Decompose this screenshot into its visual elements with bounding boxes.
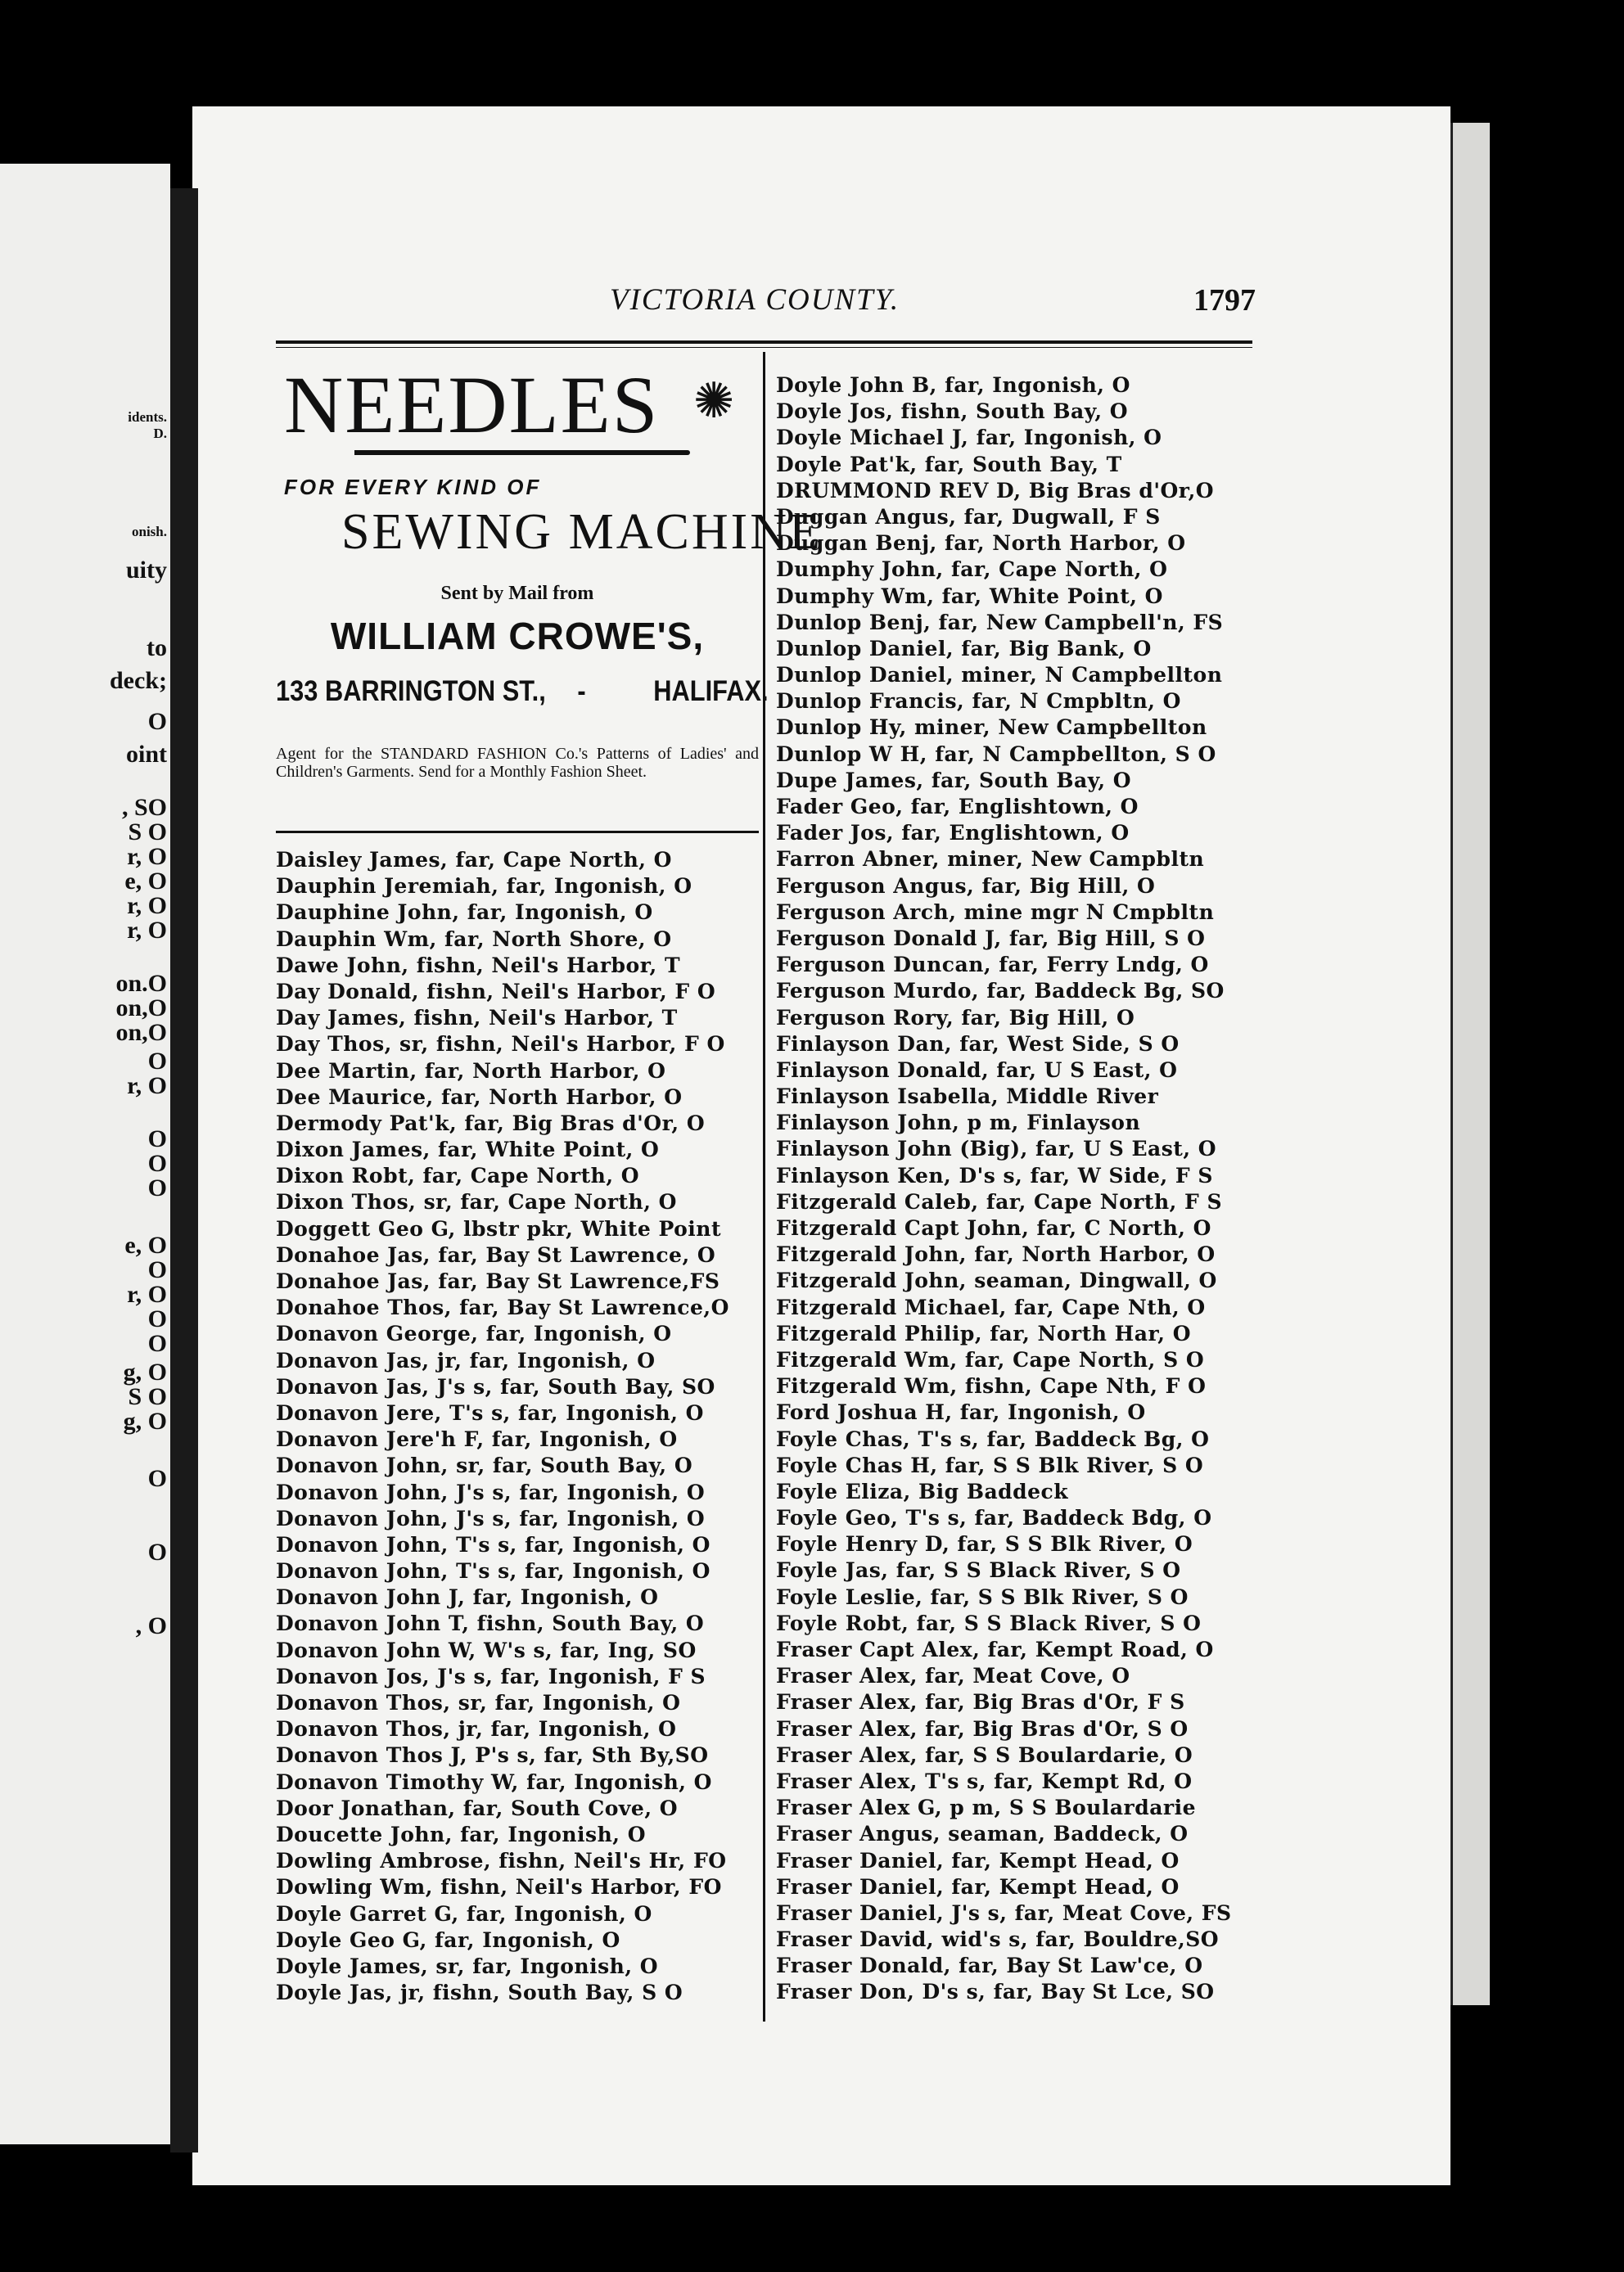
directory-entry: Donavon Jere'h F, far, Ingonish, O xyxy=(276,1427,678,1452)
directory-entry: Finlayson Dan, far, West Side, S O xyxy=(776,1031,1180,1056)
directory-entry: Donavon George, far, Ingonish, O xyxy=(276,1322,672,1346)
facing-page-text: r, O xyxy=(127,892,167,919)
directory-entry: Ferguson Arch, mine mgr N Cmpbltn xyxy=(776,899,1215,924)
directory-entry: Ferguson Duncan, far, Ferry Lndg, O xyxy=(776,953,1209,977)
directory-entry: Fitzgerald Michael, far, Cape Nth, O xyxy=(776,1295,1206,1319)
directory-entry: Dixon Robt, far, Cape North, O xyxy=(276,1164,640,1188)
directory-entry: Dawe John, fishn, Neil's Harbor, T xyxy=(276,953,681,977)
facing-page-text: r, O xyxy=(127,843,167,870)
directory-entry: Fraser Alex, far, S S Boulardarie, O xyxy=(776,1742,1193,1767)
directory-entry: Ferguson Donald J, far, Big Hill, S O xyxy=(776,926,1206,950)
directory-entry: Donahoe Jas, far, Bay St Lawrence, O xyxy=(276,1242,716,1267)
directory-entry: Fitzgerald Caleb, far, Cape North, F S xyxy=(776,1189,1223,1214)
directory-entry: Foyle Chas H, far, S S Blk River, S O xyxy=(776,1453,1204,1477)
facing-page-text: uity xyxy=(125,557,167,584)
directory-entry: Finlayson John, p m, Finlayson xyxy=(776,1111,1141,1135)
directory-entry: Dunlop Daniel, miner, N Campbellton xyxy=(776,663,1223,687)
directory-entry: Fraser Alex, T's s, far, Kempt Rd, O xyxy=(776,1769,1193,1793)
ad-address-city: HALIFAX. xyxy=(653,675,769,707)
directory-entry: Fader Geo, far, Englishtown, O xyxy=(776,795,1139,818)
needle-graphic xyxy=(354,450,690,455)
directory-entry: Doyle Geo G, far, Ingonish, O xyxy=(276,1927,620,1952)
directory-entry: Dunlop Daniel, far, Big Bank, O xyxy=(776,636,1152,660)
facing-page-text: O xyxy=(147,1330,167,1357)
directory-entry: Fitzgerald Wm, fishn, Cape Nth, F O xyxy=(776,1374,1207,1399)
directory-entry: Fraser Alex G, p m, S S Boulardarie xyxy=(776,1796,1196,1820)
directory-entry: Ferguson Rory, far, Big Hill, O xyxy=(776,1005,1135,1030)
directory-entry: Fitzgerald John, seaman, Dingwall, O xyxy=(776,1269,1217,1293)
directory-entry: Dixon Thos, sr, far, Cape North, O xyxy=(276,1190,677,1215)
directory-entry: Donavon John W, W's s, far, Ing, SO xyxy=(276,1638,697,1662)
directory-entry: Donavon John, J's s, far, Ingonish, O xyxy=(276,1506,706,1530)
facing-page-text: e, O xyxy=(124,868,167,895)
directory-entry: Fraser Daniel, J's s, far, Meat Cove, FS xyxy=(776,1900,1232,1925)
directory-entry: Fraser Don, D's s, far, Bay St Lce, SO xyxy=(776,1980,1215,2004)
page-edge xyxy=(1450,123,1490,2005)
facing-page-text: S O xyxy=(128,1383,167,1410)
directory-entry: Donavon Timothy W, far, Ingonish, O xyxy=(276,1769,712,1794)
directory-entry: Doyle John B, far, Ingonish, O xyxy=(776,373,1130,397)
sunburst-icon: ✺ xyxy=(693,372,735,430)
directory-entry: Dauphine John, far, Ingonish, O xyxy=(276,900,653,925)
directory-entry: Doyle Jas, jr, fishn, South Bay, S O xyxy=(276,1981,683,2005)
directory-entry: Doyle Garret G, far, Ingonish, O xyxy=(276,1901,652,1926)
directory-entry: Fraser Capt Alex, far, Kempt Road, O xyxy=(776,1638,1214,1661)
directory-entry: Donavon John J, far, Ingonish, O xyxy=(276,1585,659,1610)
directory-entry: Fraser Donald, far, Bay St Law'ce, O xyxy=(776,1954,1203,1978)
directory-entry: Duggan Angus, far, Dugwall, F S xyxy=(776,504,1161,529)
directory-entry: Dunlop Francis, far, N Cmpbltn, O xyxy=(776,689,1181,714)
ad-address-street: 133 BARRINGTON ST., xyxy=(276,675,546,707)
directory-entry: Dumphy Wm, far, White Point, O xyxy=(776,584,1163,608)
directory-entry: Donavon Jere, T's s, far, Ingonish, O xyxy=(276,1400,704,1425)
directory-entry: Dowling Ambrose, fishn, Neil's Hr, FO xyxy=(276,1849,727,1873)
ad-headline: NEEDLES xyxy=(284,359,660,450)
facing-page-text: O xyxy=(147,1305,167,1332)
directory-entry: Fraser Daniel, far, Kempt Head, O xyxy=(776,1874,1180,1899)
directory-entry: Fraser David, wid's s, far, Bouldre,SO xyxy=(776,1927,1220,1952)
directory-entry: Donavon Jas, J's s, far, South Bay, SO xyxy=(276,1374,715,1399)
directory-entry: Dumphy John, far, Cape North, O xyxy=(776,557,1168,582)
directory-column-left xyxy=(276,847,729,2006)
directory-entry: Foyle Chas, T's s, far, Baddeck Bg, O xyxy=(776,1427,1210,1451)
facing-page-text: D. xyxy=(153,426,167,441)
directory-entry: Dee Maurice, far, North Harbor, O xyxy=(276,1084,683,1109)
directory-entry: Doyle Pat'k, far, South Bay, T xyxy=(776,452,1122,476)
directory-entry: Day James, fishn, Neil's Harbor, T xyxy=(276,1006,678,1030)
directory-entry: Dixon James, far, White Point, O xyxy=(276,1138,660,1162)
directory-entry: Door Jonathan, far, South Cove, O xyxy=(276,1796,679,1820)
directory-entry: Fraser Alex, far, Big Bras d'Or, S O xyxy=(776,1716,1189,1741)
ad-subhead: FOR EVERY KIND OF xyxy=(284,475,542,499)
directory-entry: Dunlop W H, far, N Campbellton, S O xyxy=(776,742,1216,766)
ad-address xyxy=(276,675,769,708)
directory-entry: Foyle Henry D, far, S S Blk River, O xyxy=(776,1532,1193,1557)
directory-entry: Doucette John, far, Ingonish, O xyxy=(276,1822,646,1846)
directory-entry: Day Donald, fishn, Neil's Harbor, F O xyxy=(276,979,716,1003)
facing-page-text: r, O xyxy=(127,1072,167,1099)
directory-entry: Donavon John, T's s, far, Ingonish, O xyxy=(276,1559,710,1584)
facing-page-text: g, O xyxy=(123,1408,167,1435)
directory-entry: Doyle Michael J, far, Ingonish, O xyxy=(776,426,1162,450)
directory-entry: Doggett Geo G, lbstr pkr, White Point xyxy=(276,1216,721,1241)
header-rule-thin xyxy=(276,347,1252,348)
book-gutter xyxy=(170,188,198,2153)
directory-entry: Dee Martin, far, North Harbor, O xyxy=(276,1058,666,1083)
directory-entry: Foyle Geo, T's s, far, Baddeck Bdg, O xyxy=(776,1506,1212,1530)
directory-entry: Day Thos, sr, fishn, Neil's Harbor, F O xyxy=(276,1032,725,1057)
ad-bottom-rule xyxy=(276,831,759,833)
directory-entry: Fraser Angus, seaman, Baddeck, O xyxy=(776,1822,1189,1846)
directory-entry: Finlayson John (Big), far, U S East, O xyxy=(776,1137,1217,1161)
page-header-title: VICTORIA COUNTY. xyxy=(610,283,900,317)
directory-entry: Fraser Daniel, far, Kempt Head, O xyxy=(776,1848,1180,1873)
facing-page-text: O xyxy=(147,1174,167,1201)
directory-column-right xyxy=(776,372,1232,2006)
facing-page-text: S O xyxy=(128,818,167,845)
facing-page-text: , SO xyxy=(121,794,167,821)
directory-entry: Donavon Thos J, P's s, far, Sth By,SO xyxy=(276,1743,709,1768)
directory-entry: Dowling Wm, fishn, Neil's Harbor, FO xyxy=(276,1875,722,1900)
facing-page-text: O xyxy=(147,1048,167,1075)
facing-page-text: idents. xyxy=(128,409,167,425)
directory-entry: Donavon Jos, J's s, far, Ingonish, F S xyxy=(276,1664,706,1688)
directory-entry: Ford Joshua H, far, Ingonish, O xyxy=(776,1400,1146,1425)
directory-entry: Donavon John, sr, far, South Bay, O xyxy=(276,1454,693,1478)
directory-entry: Foyle Leslie, far, S S Blk River, S O xyxy=(776,1585,1189,1609)
directory-entry: Fader Jos, far, Englishtown, O xyxy=(776,821,1130,845)
directory-entry: Foyle Eliza, Big Baddeck xyxy=(776,1479,1069,1503)
facing-page-text: e, O xyxy=(124,1232,167,1259)
ad-agent-text: Agent for the STANDARD FASHION Co.'s Patterns of Ladies' and Children's Garments. Send for a Monthly Fashion Sheet. xyxy=(276,745,759,781)
facing-page-text: O xyxy=(147,1125,167,1152)
directory-entry: Duggan Benj, far, North Harbor, O xyxy=(776,531,1186,556)
directory-entry: Dupe James, far, South Bay, O xyxy=(776,768,1132,792)
directory-entry: Dauphin Jeremiah, far, Ingonish, O xyxy=(276,874,692,899)
directory-entry: Dermody Pat'k, far, Big Bras d'Or, O xyxy=(276,1111,706,1135)
facing-page-text: deck; xyxy=(110,667,167,694)
facing-page-text: r, O xyxy=(127,917,167,944)
directory-entry: Foyle Robt, far, S S Black River, S O xyxy=(776,1611,1202,1635)
directory-entry: Donahoe Jas, far, Bay St Lawrence,FS xyxy=(276,1269,720,1293)
facing-page-text: O xyxy=(147,1539,167,1566)
facing-page-text: on,O xyxy=(115,994,167,1021)
directory-entry: Donavon Thos, jr, far, Ingonish, O xyxy=(276,1717,677,1742)
facing-page-fragment xyxy=(0,164,170,2144)
page-number: 1797 xyxy=(1193,283,1256,318)
directory-entry: Dauphin Wm, far, North Shore, O xyxy=(276,926,672,951)
directory-entry: Fitzgerald Philip, far, North Har, O xyxy=(776,1321,1191,1346)
facing-page-text: on.O xyxy=(115,970,167,997)
facing-page-text: O xyxy=(147,1465,167,1492)
directory-entry: Donahoe Thos, far, Bay St Lawrence,O xyxy=(276,1296,729,1320)
facing-page-text: O xyxy=(147,1256,167,1283)
directory-entry: Foyle Jas, far, S S Black River, S O xyxy=(776,1558,1181,1583)
directory-entry: Ferguson Murdo, far, Baddeck Bg, SO xyxy=(776,979,1225,1003)
ad-product: SEWING MACHINE xyxy=(341,504,823,560)
facing-page-text: on,O xyxy=(115,1019,167,1046)
directory-entry: Dunlop Hy, miner, New Campbellton xyxy=(776,715,1207,740)
directory-entry: Donavon John, J's s, far, Ingonish, O xyxy=(276,1480,706,1504)
directory-entry: Donavon Thos, sr, far, Ingonish, O xyxy=(276,1691,681,1715)
directory-entry: Daisley James, far, Cape North, O xyxy=(276,848,672,872)
facing-page-text: , O xyxy=(135,1612,167,1639)
directory-entry: Fitzgerald Wm, far, Cape North, S O xyxy=(776,1347,1205,1372)
directory-entry: DRUMMOND REV D, Big Bras d'Or,O xyxy=(776,478,1215,503)
directory-entry: Farron Abner, miner, New Campbltn xyxy=(776,847,1205,872)
facing-page-text: onish. xyxy=(132,524,167,539)
ad-sent-by-mail: Sent by Mail from xyxy=(440,583,594,604)
facing-page-text: oint xyxy=(125,741,167,768)
directory-entry: Fitzgerald John, far, North Harbor, O xyxy=(776,1242,1216,1267)
directory-entry: Donavon Jas, jr, far, Ingonish, O xyxy=(276,1348,656,1373)
facing-page-text: O xyxy=(147,1150,167,1177)
directory-entry: Dunlop Benj, far, New Campbell'n, FS xyxy=(776,610,1224,634)
facing-page-text: to xyxy=(147,634,167,661)
directory-entry: Fraser Alex, far, Meat Cove, O xyxy=(776,1664,1130,1688)
column-divider xyxy=(763,352,765,2022)
directory-entry: Finlayson Donald, far, U S East, O xyxy=(776,1057,1178,1082)
directory-entry: Fitzgerald Capt John, far, C North, O xyxy=(776,1216,1211,1240)
directory-entry: Doyle James, sr, far, Ingonish, O xyxy=(276,1954,659,1978)
facing-page-text: g, O xyxy=(123,1359,167,1386)
directory-entry: Donavon John, T's s, far, Ingonish, O xyxy=(276,1532,710,1557)
needles-advertisement xyxy=(276,359,823,831)
facing-page-text: r, O xyxy=(127,1281,167,1308)
directory-entry: Doyle Jos, fishn, South Bay, O xyxy=(776,399,1129,424)
directory-entry: Finlayson Isabella, Middle River xyxy=(776,1084,1159,1109)
directory-entry: Finlayson Ken, D's s, far, W Side, F S xyxy=(776,1163,1213,1188)
ad-merchant: WILLIAM CROWE'S, xyxy=(330,615,705,657)
directory-entry: Ferguson Angus, far, Big Hill, O xyxy=(776,873,1156,898)
directory-entry: Fraser Alex, far, Big Bras d'Or, F S xyxy=(776,1690,1185,1715)
facing-page-text: O xyxy=(147,708,167,735)
directory-entry: Donavon John T, fishn, South Bay, O xyxy=(276,1612,705,1636)
ad-address-dash: - xyxy=(577,675,586,707)
header-rule xyxy=(276,340,1252,344)
